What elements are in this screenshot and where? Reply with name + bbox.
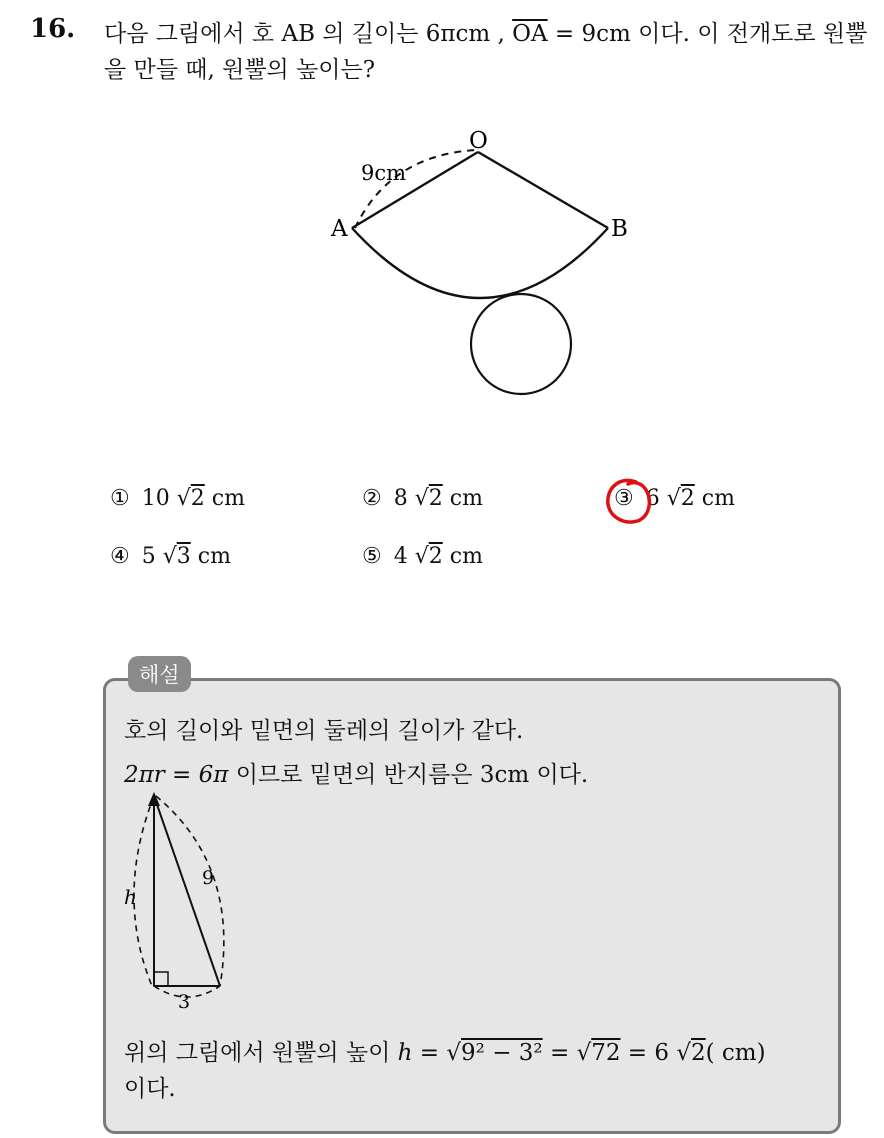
hypotenuse-line	[154, 796, 220, 986]
triangle-label-hyp: 9	[202, 867, 215, 889]
solution-line-2-text: 이므로 밑면의 반지름은 3cm 이다.	[228, 762, 589, 788]
dashed-hyp-arc	[156, 796, 224, 986]
triangle-label-base: 3	[178, 991, 191, 1013]
question-text-part2: = 9cm 이다. 이 전개도로 원뿔을 만들 때, 원뿔의 높이는?	[104, 21, 868, 83]
solution-line-1: 호의 길이와 밑면의 둘레의 길이가 같다.	[124, 718, 524, 744]
choice-5-value: 4 √2 cm	[393, 544, 483, 569]
choice-4[interactable]	[110, 544, 231, 569]
dashed-height-arc	[134, 796, 154, 986]
choice-5-mark: ⑤	[362, 544, 382, 569]
choice-1[interactable]	[110, 486, 245, 511]
segment-oa: $\overline{OA}$	[512, 21, 548, 47]
solution-tag: 해설	[128, 656, 191, 692]
base-circle	[471, 294, 571, 394]
choice-2-value: 8 √2 cm	[393, 486, 483, 511]
question-number: 16.	[30, 14, 76, 44]
choice-1-value: 10 √2 cm	[141, 486, 245, 511]
choice-2-mark: ②	[362, 486, 382, 511]
label-length: 9cm	[361, 161, 407, 185]
solution-line-2-math: 2πr = 6π	[124, 762, 229, 788]
triangle-label-h: h	[124, 885, 137, 909]
choice-3-mark: ③	[614, 486, 634, 511]
radius-ob	[478, 152, 608, 228]
choice-1-mark: ①	[110, 486, 130, 511]
selected-answer-circle	[600, 474, 656, 530]
sector-arc-ab	[352, 228, 608, 298]
solution-line-4: 이다.	[124, 1076, 176, 1102]
cone-net-figure	[0, 0, 884, 420]
triangle-figure	[110, 786, 250, 1016]
choice-4-mark: ④	[110, 544, 130, 569]
label-a: A	[331, 216, 348, 242]
label-b: B	[611, 216, 628, 242]
choice-3-value: 6 √2 cm	[645, 486, 735, 511]
solution-line-2	[124, 756, 588, 789]
label-o: O	[469, 128, 488, 154]
choice-5[interactable]	[362, 544, 483, 569]
choice-4-value: 5 √3 cm	[141, 544, 231, 569]
question-text-part1: 다음 그림에서 호 AB 의 길이는 6πcm ,	[104, 21, 513, 47]
choice-2[interactable]	[362, 486, 483, 511]
right-angle-mark	[154, 972, 168, 986]
solution-line-3: 위의 그림에서 원뿔의 높이 h = √9² − 3² = √72 = 6 √2( cm)	[124, 1040, 766, 1066]
